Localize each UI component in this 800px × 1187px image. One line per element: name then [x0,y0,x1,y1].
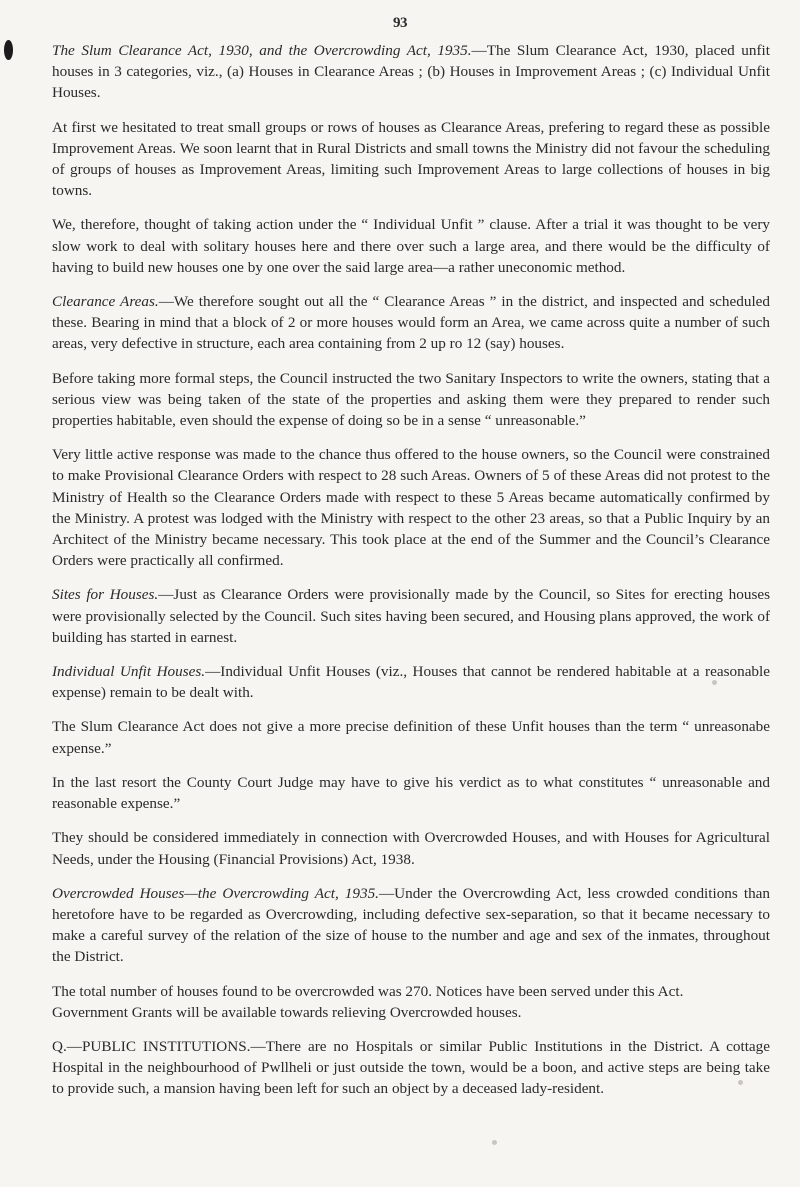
paragraph-text: At first we hesitated to treat small groups or rows of houses as Clearance Areas, prefering to regard these as possible Improvement Areas. We soon learnt that in Rural Districts and small towns the Ministry did not favour the scheduling of groups of houses as Improvement Areas, limiting such Improvement Areas to large collections of houses in big towns. [52,118,770,200]
paragraph-before-taking [52,368,770,432]
paragraph-slum-clearance-act [52,716,770,758]
paragraph-text: Government Grants will be available towards relieving Overcrowded houses. [52,1003,522,1021]
binding-hole-mark [4,40,13,60]
paragraph-considered-immediately [52,827,770,869]
paragraph-at-first [52,117,770,202]
paragraph-text: —We therefore sought out all the “ Clearance Areas ” in the district, and inspected and scheduled these. Bearing in mind that a block of 2 or more houses would form an Area, we came across quite a number of such areas, very defective in structure, each area containing from 2 up ro 12 (say) houses. [52,293,770,353]
paragraph-heading: Sites for Houses. [52,586,159,604]
paragraph-heading: Overcrowded Houses—the Overcrowding Act, 1935. [52,884,379,902]
paragraph-public-institutions [52,1036,770,1100]
paragraph-text: Before taking more formal steps, the Council instructed the two Sanitary Inspectors to write the owners, stating that a serious view was being taken of the state of the properties and asking them were they prepared to render such properties habitable, even should the expense of doing so be in a sense “ unreasonable.” [52,369,770,430]
paragraph-heading: Clearance Areas. [52,293,159,311]
document-body [52,40,770,1113]
paragraph-heading: The Slum Clearance Act, 1930, and the Overcrowding Act, 1935. [52,42,472,59]
paragraph-individual-unfit [52,661,770,703]
paragraph-text: —The Slum Clearance Act, 1930, placed unfit houses in 3 categories, viz., (a) Houses in Clearance Areas ; (b) Houses in Improvement Areas ; (c) Individual Unfit Houses. [52,42,770,102]
paragraph-text: —Under the Overcrowding Act, less crowded conditions than heretofore have to be regarded as Overcrowding, including defective sex-separation, so that it became necessary to make a careful survey of the relation of the size of house to the number and age and sex of the inmates, throughout the District. [52,884,770,966]
paragraph-intro [52,40,770,104]
paragraph-text: The Slum Clearance Act does not give a more precise definition of these Unfit houses than the term “ unreasonabe expense.” [52,718,770,757]
paragraph-text: —Individual Unfit Houses (viz., Houses that cannot be rendered habitable at a reasonable expense) remain to be dealt with. [52,663,770,702]
paragraph-text: In the last resort the County Court Judge may have to give his verdict as to what constitutes “ unreasonable and reasonable expense.” [52,773,770,813]
paragraph-government-grants [52,1002,770,1023]
paragraph-clearance-areas [52,291,770,355]
paragraph-county-court [52,772,770,814]
paragraph-text: Q.—PUBLIC INSTITUTIONS.—There are no Hospitals or similar Public Institutions in the District. A cottage Hospital in the neighbourhood of Pwllheli or just outside the town, would be a boon, and active steps are being take to provide such, a mansion having been left for such an object by a deceased lady-resident. [52,1037,770,1098]
paragraph-text: We, therefore, thought of taking action under the “ Individual Unfit ” clause. After a trial it was thought to be very slow work to deal with solitary houses here and there over such a large area, and there would be the difficulty of having to build new houses one by one over the said large area—a rather uneconomic method. [52,216,770,276]
paragraph-very-little [52,444,770,571]
paragraph-we-therefore [52,214,770,278]
paragraph-text: The total number of houses found to be overcrowded was 270. Notices have been served under this Act. [52,982,684,1000]
paragraph-overcrowded-houses [52,883,770,968]
paragraph-text: —Just as Clearance Orders were provisionally made by the Council, so Sites for erecting houses were provisionally selected by the Council. Such sites having been secured, and Housing plans approved, the work of building has started in earnest. [52,586,771,646]
paragraph-text: They should be considered immediately in connection with Overcrowded Houses, and with Houses for Agricultural Needs, under the Housing (Financial Provisions) Act, 1938. [52,829,770,868]
paragraph-total-number [52,981,770,1002]
paragraph-heading: Individual Unfit Houses. [52,663,206,681]
paragraph-sites-for-houses [52,584,770,648]
paragraph-text: Very little active response was made to the chance thus offered to the house owners, so the Council were constrained to make Provisional Clearance Orders with respect to 28 such Areas. Owners of 5 of these Areas did not protest to the Ministry of Health so the Clearance Orders made with respect to these 5 Areas became automatically confirmed by the Ministry. A protest was lodged with the Ministry with respect to the other 23 areas, so that a Public Inquiry by an Architect of the Ministry became necessary. This took place at the end of the Summer and the Council’s Clearance Orders were practically all confirmed. [52,446,770,570]
page-number: 93 [393,15,407,31]
paper-speck [492,1140,497,1145]
